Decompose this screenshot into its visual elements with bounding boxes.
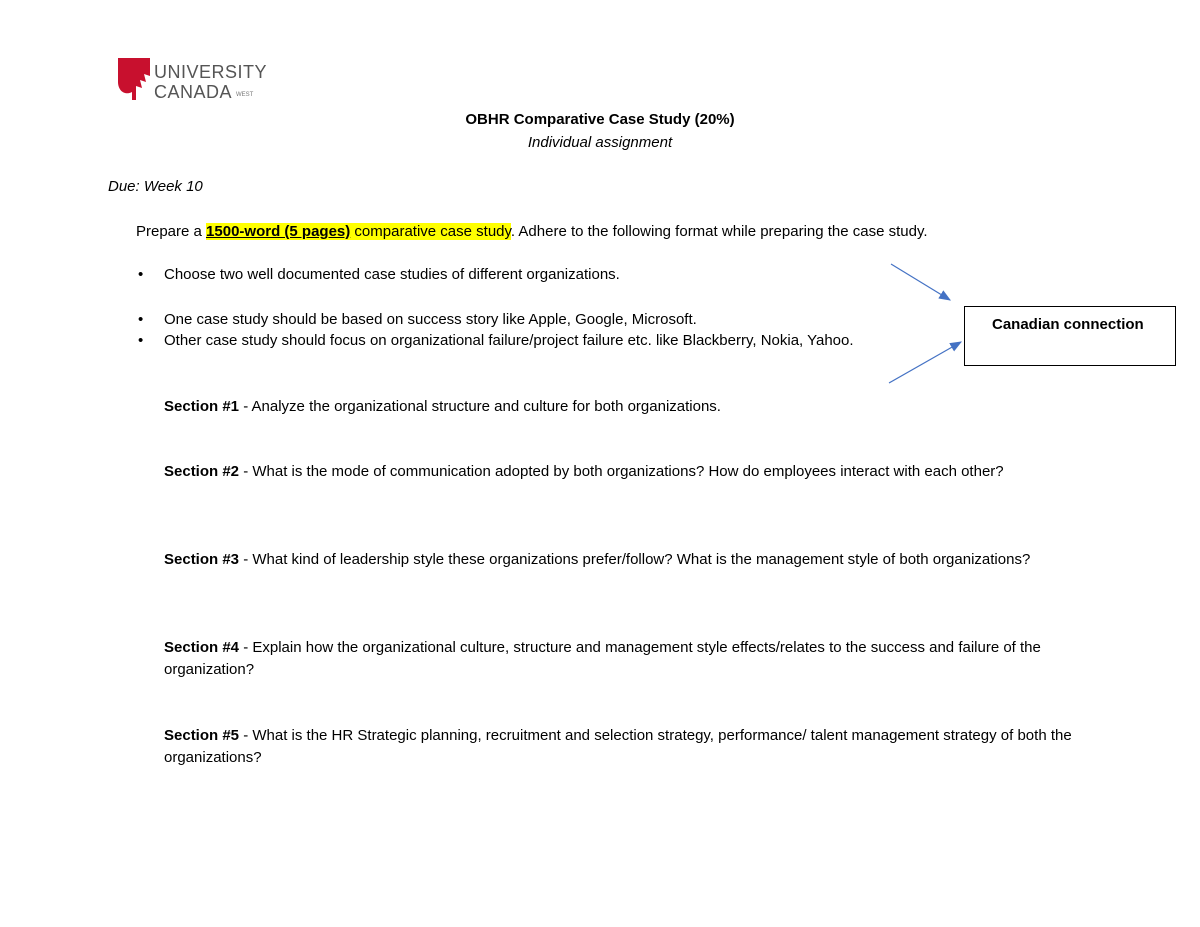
- word-count-requirement: 1500-word (5 pages): [206, 223, 351, 240]
- section-1: [164, 396, 1094, 418]
- due-date: Due: Week 10: [108, 178, 203, 195]
- university-canada-west-logo: [116, 56, 276, 106]
- section-text: - Analyze the organizational structure and culture for both organizations.: [239, 398, 721, 415]
- section-text: - What is the mode of communication adopted by both organizations? How do employees interact with each other?: [239, 463, 1004, 480]
- section-label: Section #3: [164, 551, 240, 568]
- section-3: [164, 549, 1094, 571]
- instruction-paragraph: [136, 223, 928, 240]
- bullet-icon: •: [138, 266, 144, 283]
- bullet-item: Other case study should focus on organizational failure/project failure etc. like Blackberry, Nokia, Yahoo.: [164, 332, 854, 349]
- callout-label: Canadian connection: [992, 316, 1144, 333]
- bullet-item: Choose two well documented case studies of different organizations.: [164, 266, 620, 283]
- svg-text:UNIVERSITY: UNIVERSITY: [154, 62, 268, 82]
- svg-text:CANADA: CANADA: [154, 82, 233, 102]
- bullet-icon: •: [138, 332, 144, 349]
- bullet-icon: •: [138, 311, 144, 328]
- arrow-icon: [889, 342, 961, 383]
- section-text: - What kind of leadership style these organizations prefer/follow? What is the management style of both organizations?: [239, 551, 1031, 568]
- section-label: Section #4: [164, 639, 240, 656]
- document-title: OBHR Comparative Case Study (20%): [465, 111, 735, 128]
- section-label: Section #5: [164, 727, 240, 744]
- instruction-suffix: . Adhere to the following format while preparing the case study.: [510, 223, 928, 240]
- section-label: Section #2: [164, 463, 240, 480]
- instruction-prefix: Prepare a: [136, 223, 207, 240]
- section-text: - Explain how the organizational culture, structure and management style effects/relates to the success and failure of the organization?: [164, 639, 1041, 678]
- section-label: Section #1: [164, 398, 240, 415]
- svg-text:WEST: WEST: [236, 92, 254, 98]
- instruction-highlight: [206, 223, 511, 240]
- maple-leaf-icon: [118, 58, 150, 100]
- document-subtitle: Individual assignment: [527, 134, 673, 151]
- arrow-icon: [891, 264, 950, 300]
- canadian-connection-callout: [964, 306, 1176, 366]
- section-5: [164, 725, 1094, 769]
- instruction-highlight-rest: comparative case study: [350, 223, 511, 240]
- section-text: - What is the HR Strategic planning, recruitment and selection strategy, performance/ talent management strategy of both the organizations?: [164, 727, 1072, 766]
- section-4: [164, 637, 1094, 681]
- bullet-item: One case study should be based on success story like Apple, Google, Microsoft.: [164, 311, 697, 328]
- section-2: [164, 461, 1094, 483]
